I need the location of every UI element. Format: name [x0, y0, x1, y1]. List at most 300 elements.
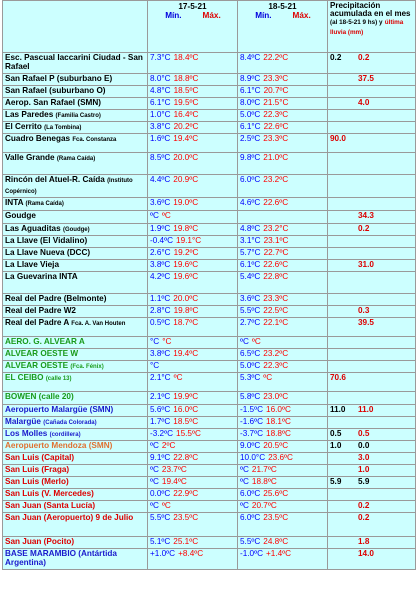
- day1-temps: [148, 441, 238, 453]
- day2-max: 23.0ºC: [263, 392, 289, 401]
- day1-temps: [148, 489, 238, 501]
- day2-min: 5.0ºC: [240, 361, 261, 370]
- min-label: Mín.: [255, 11, 272, 20]
- station-name-cell: [3, 501, 148, 513]
- day1-max: ºC: [173, 373, 183, 382]
- table-row: [3, 405, 416, 417]
- day2-max: 23.3ºC: [263, 134, 289, 143]
- precip-cell: [328, 260, 416, 272]
- day2-temps: [238, 417, 328, 429]
- station-name-cell: [3, 198, 148, 211]
- table-row: [3, 294, 416, 306]
- day2-min: ºC: [240, 477, 249, 486]
- table-row: [3, 429, 416, 441]
- table-row: [3, 453, 416, 465]
- station-sub: (calle 13): [45, 376, 72, 382]
- day1-min: -0.4ºC: [150, 236, 174, 245]
- table-row: [3, 122, 416, 134]
- day2-max: 22.3ºC: [263, 110, 289, 119]
- max-label: Máx.: [202, 11, 221, 20]
- day1-min: 0.5ºC: [150, 318, 171, 327]
- precip-last: 31.0: [358, 260, 374, 269]
- precip-month: 11.0: [330, 405, 346, 414]
- table-row: [3, 489, 416, 501]
- table-row: [3, 134, 416, 153]
- precip-cell: [328, 405, 416, 417]
- day1-max: +8.4ºC: [178, 549, 204, 558]
- precip-last: 0.0: [358, 441, 370, 450]
- precip-month: 5.9: [330, 477, 342, 486]
- day2-min: 5.5ºC: [240, 306, 261, 315]
- day1-temps: [148, 98, 238, 110]
- day1-max: 22.9ºC: [173, 489, 199, 498]
- day2-max: 20.7ºC: [251, 501, 277, 510]
- precip-last: 1.8: [358, 537, 370, 546]
- precip-cell: [328, 537, 416, 549]
- station-name-cell: [3, 373, 148, 392]
- table-row: [3, 373, 416, 392]
- table-row: [3, 211, 416, 224]
- day1-min: ºC: [150, 501, 159, 510]
- day1-temps: [148, 110, 238, 122]
- day1-min: 1.9ºC: [150, 224, 171, 233]
- station-name: Real del Padre (Belmonte): [5, 294, 107, 303]
- precip-cell: [328, 392, 416, 405]
- day1-min: 8.0°C: [150, 74, 171, 83]
- day2-max: 21.7ºC: [251, 465, 277, 474]
- table-row: [3, 392, 416, 405]
- day1-max: 25.1ºC: [173, 537, 199, 546]
- station-name: El Cerrito: [5, 122, 42, 131]
- table-row: [3, 549, 416, 570]
- day1-max: 19.4ºC: [173, 349, 199, 358]
- precip-last: 11.0: [358, 405, 374, 414]
- day1-max: 2ºC: [161, 441, 176, 450]
- precip-cell: [328, 272, 416, 294]
- day1-temps: [148, 513, 238, 537]
- day1-min: 2.1°C: [150, 373, 171, 382]
- precip-cell: [328, 236, 416, 248]
- table-row: [3, 306, 416, 318]
- precip-header: [328, 1, 416, 53]
- day1-temps: [148, 392, 238, 405]
- precip-cell: [328, 153, 416, 175]
- precip-cell: [328, 465, 416, 477]
- station-name-cell: [3, 361, 148, 373]
- day2-max: 21.5°C: [263, 98, 289, 107]
- day2-temps: [238, 224, 328, 236]
- station-name-cell: [3, 110, 148, 122]
- day1-min: ºC: [150, 441, 159, 450]
- day2-max: 18.1ºC: [266, 417, 291, 426]
- station-name-cell: [3, 405, 148, 417]
- precip-last: 39.5: [358, 318, 374, 327]
- station-name: Las Aguaditas: [5, 224, 61, 233]
- day2-temps: [238, 53, 328, 74]
- precip-note: (al 18-5-21 9 hs) y: [330, 19, 383, 27]
- max-label: Máx.: [292, 11, 311, 20]
- day1-max: 16.4ºC: [173, 110, 199, 119]
- day2-max: 23.3ºC: [263, 74, 289, 83]
- precip-cell: [328, 441, 416, 453]
- station-name: Valle Grande: [5, 153, 55, 162]
- day2-min: 6.0ºC: [240, 175, 261, 184]
- day1-min: 2.8°C: [150, 306, 171, 315]
- day1-min: 3.6ºC: [150, 198, 171, 207]
- day2-max: 22.5ºC: [263, 306, 289, 315]
- station-name: San Rafael P (suburbano E): [5, 74, 113, 83]
- day2-max: 23.1ºC: [263, 236, 289, 245]
- day1-temps: [148, 373, 238, 392]
- day1-max: 19.2ºC: [173, 248, 199, 257]
- station-name: La Llave Nueva (DCC): [5, 248, 91, 257]
- table-row: [3, 224, 416, 236]
- day2-temps: [238, 405, 328, 417]
- day1-min: 3.8°C: [150, 122, 171, 131]
- day1-temps: [148, 53, 238, 74]
- day2-max: 22.1ºC: [263, 318, 289, 327]
- table-row: [3, 98, 416, 110]
- day2-temps: [238, 260, 328, 272]
- day2-min: 9.8ºC: [240, 153, 261, 162]
- day1-max: 18.4ºC: [173, 53, 199, 62]
- day2-max: 21.0ºC: [263, 153, 289, 162]
- station-name-cell: [3, 224, 148, 236]
- station-name: Aeropuerto Malargüe (SMN): [5, 405, 114, 414]
- station-name-cell: [3, 392, 148, 405]
- station-name: Aeropuerto Mendoza (SMN): [5, 441, 113, 450]
- station-sub: (Fca. Fénix): [70, 364, 104, 370]
- table-row: [3, 260, 416, 272]
- day2-max: 22.6ºC: [263, 122, 289, 131]
- precip-month: 0.2: [330, 53, 342, 62]
- day2-max: 18.8ºC: [251, 477, 277, 486]
- day2-temps: [238, 134, 328, 153]
- table-row: [3, 86, 416, 98]
- day2-min: 6.1°C: [240, 122, 261, 131]
- day1-temps: [148, 224, 238, 236]
- day2-temps: [238, 306, 328, 318]
- day2-max: 23.3ºC: [263, 294, 289, 303]
- day2-temps: [238, 513, 328, 537]
- day2-min: 3.1°C: [240, 236, 261, 245]
- day1-min: 7.3°C: [150, 53, 171, 62]
- station-name-cell: [3, 549, 148, 570]
- day2-min: 6.1ºC: [240, 260, 261, 269]
- station-name-cell: [3, 306, 148, 318]
- station-name-cell: [3, 429, 148, 441]
- day1-min: 1.1ºC: [150, 294, 171, 303]
- day1-max: ºC: [161, 501, 171, 510]
- precip-last: 37.5: [358, 74, 374, 83]
- day1-temps: [148, 337, 238, 349]
- day2-min: 6.0ºC: [240, 489, 261, 498]
- day2-max: ºC: [251, 337, 261, 346]
- station-name: Malargüe: [5, 417, 41, 426]
- day1-temps: [148, 477, 238, 489]
- day1-max: 16.0ºC: [173, 405, 199, 414]
- station-name: La Llave (El Vidalino): [5, 236, 88, 245]
- day1-min: 5.5ºC: [150, 513, 171, 522]
- day1-temps: [148, 272, 238, 294]
- precip-cell: [328, 211, 416, 224]
- table-row: [3, 441, 416, 453]
- day1-max: 18.7ºC: [173, 318, 199, 327]
- day1-min: -3.2ºC: [150, 429, 174, 438]
- day1-min: 3.8ºC: [150, 349, 171, 358]
- day1-max: 19.4ºC: [161, 477, 187, 486]
- day2-min: 8.9ºC: [240, 74, 261, 83]
- station-name: Real del Padre W2: [5, 306, 76, 315]
- day2-min: 5.7°C: [240, 248, 261, 257]
- day1-max: 19.6ºC: [173, 272, 199, 281]
- day2-temps: [238, 153, 328, 175]
- station-name: ALVEAR OESTE: [5, 361, 69, 370]
- day1-min: 1.0°C: [150, 110, 171, 119]
- station-name-cell: [3, 134, 148, 153]
- day2-max: 18.8ºC: [266, 429, 291, 438]
- station-name: Cuadro Benegas: [5, 134, 71, 143]
- station-name-cell: [3, 236, 148, 248]
- day1-temps: [148, 134, 238, 153]
- precip-cell: [328, 224, 416, 236]
- station-sub: (Rama Caída): [25, 201, 64, 207]
- station-name: Real del Padre A: [5, 318, 70, 327]
- day1-max: 23.7ºC: [161, 465, 187, 474]
- day2-min: 9.0ºC: [240, 441, 261, 450]
- day1-min: ºC: [150, 211, 159, 220]
- day1-max: 18.5ºC: [173, 86, 199, 95]
- day1-min: 0.0ºC: [150, 489, 171, 498]
- day1-max: 18.5ºC: [173, 417, 199, 426]
- station-name: San Luis (V. Mercedes): [5, 489, 94, 498]
- day2-max: 20.5ºC: [263, 441, 289, 450]
- day1-min: 6.1°C: [150, 98, 171, 107]
- day2-temps: [238, 110, 328, 122]
- day1-min: 1.6ºC: [150, 134, 171, 143]
- table-row: [3, 477, 416, 489]
- day2-temps: [238, 465, 328, 477]
- date1-header: [148, 1, 238, 53]
- precip-cell: [328, 453, 416, 465]
- precip-cell: [328, 294, 416, 306]
- station-sub: (Rama Caída): [56, 156, 96, 162]
- day1-max: 22.8ºC: [173, 453, 199, 462]
- station-name-cell: [3, 417, 148, 429]
- station-name: La Llave Vieja: [5, 260, 60, 269]
- day2-temps: [238, 549, 328, 570]
- table-row: [3, 272, 416, 294]
- table-row: [3, 537, 416, 549]
- station-name-cell: [3, 489, 148, 501]
- precip-cell: [328, 513, 416, 537]
- station-name-cell: [3, 453, 148, 465]
- day1-temps: [148, 198, 238, 211]
- day2-temps: [238, 501, 328, 513]
- table-row: [3, 110, 416, 122]
- day2-min: 5.8ºC: [240, 392, 261, 401]
- day2-temps: [238, 74, 328, 86]
- day2-temps: [238, 453, 328, 465]
- station-name-cell: [3, 53, 148, 74]
- precip-cell: [328, 489, 416, 501]
- day2-min: 10.0°C: [240, 453, 266, 462]
- precip-cell: [328, 86, 416, 98]
- day2-min: 5.3ºC: [240, 373, 261, 382]
- day1-max: 20.0ºC: [173, 294, 199, 303]
- precip-last: 14.0: [358, 549, 374, 558]
- day1-min: °C: [150, 361, 160, 370]
- precip-cell: [328, 349, 416, 361]
- precip-last: 3.0: [358, 453, 370, 462]
- precip-last: 0.2: [358, 224, 370, 233]
- station-name-cell: [3, 513, 148, 537]
- day1-min: 8.5ºC: [150, 153, 171, 162]
- day1-max: 19.1°C: [176, 236, 202, 245]
- precip-cell: [328, 74, 416, 86]
- station-sub: (Familia Castro): [55, 113, 101, 119]
- station-name-cell: [3, 211, 148, 224]
- day2-max: 23.5ºC: [263, 513, 289, 522]
- date2-header: [238, 1, 328, 53]
- day2-max: 23.2ºC: [263, 175, 289, 184]
- precip-last: 0.2: [358, 513, 370, 522]
- station-name: San Juan (Santa Lucía): [5, 501, 96, 510]
- station-name-cell: [3, 349, 148, 361]
- day2-min: 6.5ºC: [240, 349, 261, 358]
- day1-temps: [148, 175, 238, 198]
- day1-min: 9.1ºC: [150, 453, 171, 462]
- precip-last-rain: última lluvia (mm): [330, 19, 404, 36]
- station-name-cell: [3, 98, 148, 110]
- day2-min: 3.6ºC: [240, 294, 261, 303]
- day1-temps: [148, 417, 238, 429]
- precip-month: 0.5: [330, 429, 342, 438]
- precip-last: 0.3: [358, 306, 370, 315]
- precip-cell: [328, 306, 416, 318]
- precip-cell: [328, 53, 416, 74]
- day2-temps: [238, 211, 328, 224]
- day2-min: ºC: [240, 337, 249, 346]
- station-name-cell: [3, 294, 148, 306]
- station-name-cell: [3, 465, 148, 477]
- station-name: EL CEIBO: [5, 373, 44, 382]
- table-row: [3, 53, 416, 74]
- day2-max: 23.6ºC: [268, 453, 293, 462]
- day2-min: 5.4ºC: [240, 272, 261, 281]
- day2-temps: [238, 477, 328, 489]
- day1-min: 5.6ºC: [150, 405, 171, 414]
- day1-max: 19.9ºC: [173, 392, 199, 401]
- day1-min: 2.6°C: [150, 248, 171, 257]
- day2-min: -1.0ºC: [240, 549, 264, 558]
- day2-temps: [238, 236, 328, 248]
- station-name-cell: [3, 441, 148, 453]
- precip-cell: [328, 337, 416, 349]
- station-name-cell: [3, 318, 148, 337]
- day1-temps: [148, 74, 238, 86]
- precip-month: 90.0: [330, 134, 346, 143]
- day2-temps: [238, 98, 328, 110]
- station-name: Rincón del Atuel-R. Caída: [5, 175, 105, 184]
- day1-min: °C: [150, 337, 160, 346]
- table-row: [3, 361, 416, 373]
- station-sub: Fca. Constanza: [72, 137, 117, 143]
- day1-max: 20.9ºC: [173, 175, 199, 184]
- precip-cell: [328, 134, 416, 153]
- day1-max: 19.5ºC: [173, 98, 199, 107]
- precip-month: 70.6: [330, 373, 346, 382]
- day1-min: 3.8ºC: [150, 260, 171, 269]
- precip-cell: [328, 373, 416, 392]
- day2-min: 8.0ºC: [240, 98, 261, 107]
- day1-max: 18.8ºC: [173, 74, 199, 83]
- precip-cell: [328, 175, 416, 198]
- station-name: San Juan (Pocito): [5, 537, 75, 546]
- table-row: [3, 175, 416, 198]
- day1-max: 19.0ºC: [173, 198, 199, 207]
- precip-cell: [328, 417, 416, 429]
- day1-temps: [148, 349, 238, 361]
- day2-max: ºC: [263, 373, 273, 382]
- day1-temps: [148, 122, 238, 134]
- day1-temps: [148, 318, 238, 337]
- day1-temps: [148, 153, 238, 175]
- day1-min: 4.2ºC: [150, 272, 171, 281]
- precip-last: 0.2: [358, 53, 370, 62]
- day1-temps: [148, 501, 238, 513]
- station-name-cell: [3, 337, 148, 349]
- day1-temps: [148, 361, 238, 373]
- station-name: Los Molles: [5, 429, 48, 438]
- day2-min: 6.1°C: [240, 86, 261, 95]
- day2-min: -3.7ºC: [240, 429, 264, 438]
- station-name: San Rafael (suburbano O): [5, 86, 106, 95]
- day2-min: 5.0ºC: [240, 110, 261, 119]
- day2-max: 22.7ºC: [263, 248, 289, 257]
- station-name-cell: [3, 74, 148, 86]
- day1-max: 23.5ºC: [173, 513, 199, 522]
- day2-temps: [238, 175, 328, 198]
- day2-temps: [238, 337, 328, 349]
- table-row: [3, 153, 416, 175]
- precip-cell: [328, 98, 416, 110]
- day1-temps: [148, 236, 238, 248]
- station-name: Goudge: [5, 211, 36, 220]
- day2-max: 22.6ºC: [263, 198, 289, 207]
- station-name: San Luis (Fraga): [5, 465, 70, 474]
- day1-temps: [148, 86, 238, 98]
- day2-max: 23.2°C: [263, 224, 289, 233]
- table-row: [3, 248, 416, 260]
- precip-cell: [328, 501, 416, 513]
- station-name-cell: [3, 175, 148, 198]
- date2-label: 18-5-21: [268, 2, 297, 11]
- table-row: [3, 349, 416, 361]
- min-label: Mín.: [165, 11, 182, 20]
- weather-table: [2, 0, 416, 570]
- day1-temps: [148, 211, 238, 224]
- day2-temps: [238, 272, 328, 294]
- precip-cell: [328, 110, 416, 122]
- precip-last: 4.0: [358, 98, 370, 107]
- day1-max: 20.2ºC: [173, 122, 199, 131]
- precip-cell: [328, 549, 416, 570]
- station-name-cell: [3, 153, 148, 175]
- day2-min: ºC: [240, 501, 249, 510]
- day2-max: 24.8ºC: [263, 537, 289, 546]
- day1-temps: [148, 294, 238, 306]
